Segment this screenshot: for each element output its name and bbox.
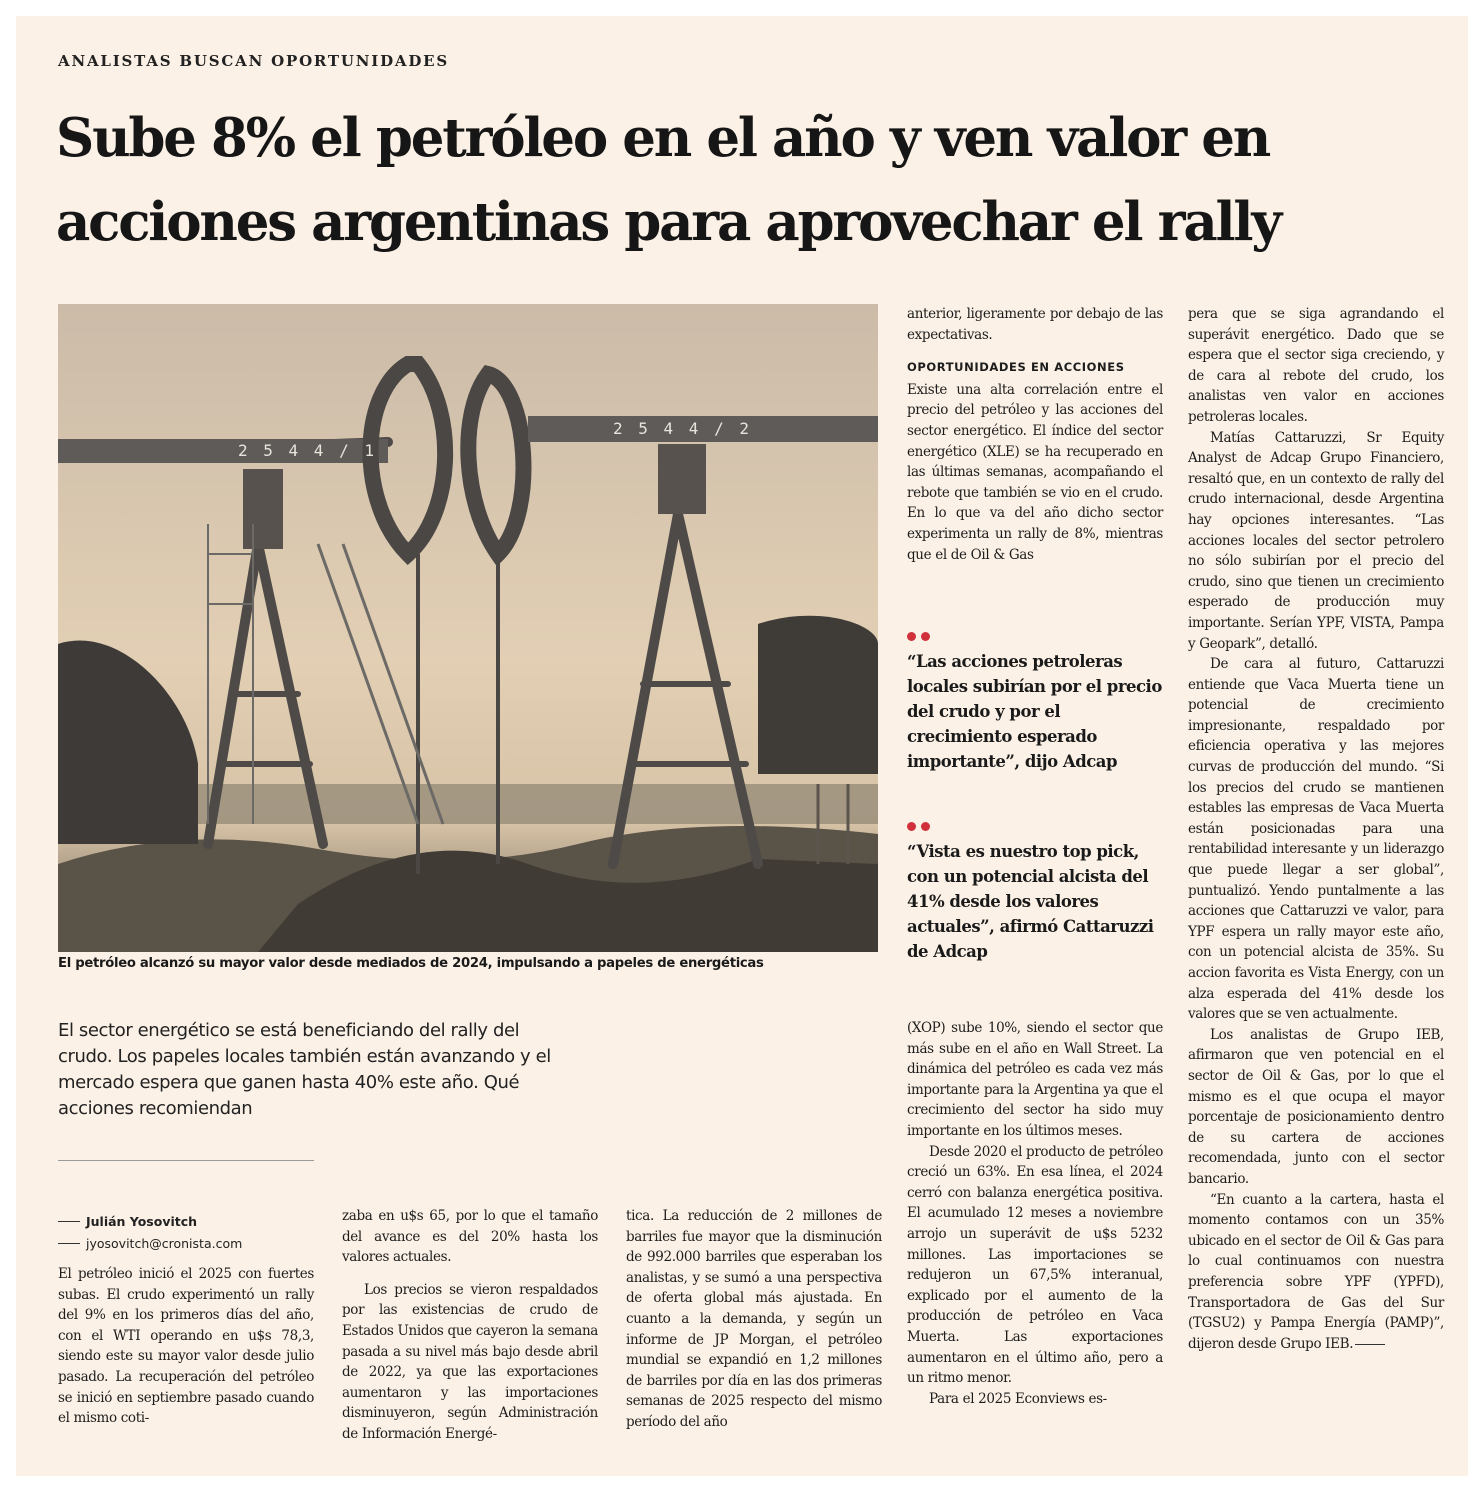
body-paragraph: De cara al futuro, Cattaruzzi entiende que Vaca Muerta tiene un potencial de crecimiento impresionante, respaldado por eficiencia operativa y las mejores curvas de producción del mundo. “Si los precios del crudo se mantienen estables las empresas de Vaca Muerta están posicionadas para una rentabilidad interesante y un liderazgo que puede llegar a ser global”, puntualizó. Yendo puntalmente a las acciones que Cattaruzzi ve valor, para YPF espera un rally mayor este año, con un potencial alcista de 35%. Su accion favorita es Vista Energy, con un alza esperada del 41% desde los valores que se ven actualmente.: [1188, 656, 1444, 1023]
body-paragraph: Los precios se vieron respaldados por las existencias de crudo de Estados Unidos que cayeron la semana pasada a su nivel más bajo desde abril de 2022, ya que las exportaciones aumentaron y las importaciones disminuyeron, según Administración de Información Energé-: [342, 1281, 598, 1442]
pumpjack-number-left: 2 5 4 4 / 1: [238, 441, 377, 460]
body-paragraph: Desde 2020 el producto de petróleo creció un 63%. En esa línea, el 2024 cerró con balanza energética positiva. El acumulado 12 meses a noviembre arrojo un superávit de u$s 5232 millones. Las importaciones se redujeron un 67,5% interanual, explicado por el aumento de la producción de petróleo en Vaca Muerta. Las exportaciones aumentaron en el último año, pero a un ritmo menor.: [907, 1143, 1163, 1387]
body-paragraph: Para el 2025 Econviews es-: [929, 1390, 1107, 1407]
section-subhead: OPORTUNIDADES EN ACCIONES: [907, 360, 1125, 375]
body-paragraph: anterior, ligeramente por debajo de las expectativas.: [907, 306, 1163, 343]
body-paragraph: Existe una alta correlación entre el precio del petróleo y las acciones del sector energético. El índice del sector energético (XLE) se ha recuperado en las últimas semanas, acompañando el rebote que también se vio en el crudo. En lo que va del año dicho sector experimenta un rally de 8%, mientras que el de Oil & Gas: [907, 381, 1163, 563]
oil-pumpjack-photo: [58, 304, 878, 952]
newspaper-page: [16, 16, 1468, 1476]
column-4-top: [907, 304, 1163, 565]
pull-quote-text: “Vista es nuestro top pick, con un potencial alcista del 41% desde los valores actuales”, afirmó Cattaruzzi de Adcap: [907, 842, 1154, 961]
end-mark: [1355, 1344, 1385, 1345]
kicker: ANALISTAS BUSCAN OPORTUNIDADES: [58, 52, 450, 70]
body-paragraph: Los analistas de Grupo IEB, afirmaron que ven potencial en el sector de Oil & Gas, por lo que el mismo es el que ocupa el mayor porcentaje de posicionamiento dentro de su cartera de acciones recomendada, junto con el sector bancario.: [1188, 1026, 1444, 1187]
body-paragraph: Matías Cattaruzzi, Sr Equity Analyst de Adcap Grupo Financiero, resaltó que, en un contexto de rally del crudo internacional, desde Argentina hay opciones interesantes. “Las acciones locales del sector petrolero no sólo subirían por el precio del crudo, sino que tienen un crecimiento esperado de producción muy importante. Serían YPF, VISTA, Pampa y Geopark”, detalló.: [1188, 429, 1444, 652]
column-4-bottom: [907, 1018, 1163, 1409]
column-3: [626, 1206, 882, 1433]
byline: [58, 1210, 318, 1254]
column-2: [342, 1206, 598, 1445]
body-paragraph: pera que se siga agrandando el superávit energético. Dado que se espera que el sector siga creciendo, y de cara al rebote del crudo, los analistas ven valor en acciones petroleras locales.: [1188, 306, 1444, 425]
lead-paragraph: El sector energético se está beneficiando del rally del crudo. Los papeles locales también están avanzando y el mercado espera que ganen hasta 40% este año. Qué acciones recomiendan: [58, 1020, 551, 1119]
author-name: Julián Yosovitch: [86, 1213, 198, 1229]
body-paragraph: [1188, 1190, 1444, 1355]
quote-dots-icon: [907, 822, 1169, 831]
author-email[interactable]: jyosovitch@cronista.com: [86, 1235, 243, 1251]
quote-dots-icon: [907, 632, 1169, 641]
pull-quote-text: “Las acciones petroleras locales subirían por el precio del crudo y por el crecimiento esperado importante”, dijo Adcap: [907, 652, 1162, 771]
body-paragraph: tica. La reducción de 2 millones de barriles fue mayor que la disminución de 992.000 barriles que esperaban los analistas, y se sumó a una perspectiva de oferta global más ajustada. En cuanto a la demanda, y según un informe de JP Morgan, el petróleo mundial se expandió en 1,2 millones de barriles por día en las dos primeras semanas de 2025 respecto del mismo período del año: [626, 1208, 882, 1430]
pull-quote-2: [907, 822, 1169, 964]
photo-caption: El petróleo alcanzó su mayor valor desde mediados de 2024, impulsando a papeles de energéticas: [58, 956, 764, 971]
lead-divider: [58, 1160, 314, 1161]
pull-quote-1: [907, 632, 1169, 774]
column-5: [1188, 304, 1444, 1354]
column-1: [58, 1264, 314, 1429]
body-paragraph: (XOP) sube 10%, siendo el sector que más sube en el año en Wall Street. La dinámica del petróleo es cada vez más importante para la Argentina ya que el crecimiento del sector ha sido muy importante en los últimos meses.: [907, 1020, 1163, 1139]
body-paragraph: zaba en u$s 65, por lo que el tamaño del avance es del 20% hasta los valores actuales.: [342, 1208, 598, 1266]
headline: Sube 8% el petróleo en el año y ven valor en acciones argentinas para aprovechar el rally: [56, 107, 1280, 253]
closing-quote-text: “En cuanto a la cartera, hasta el momento contamos con un 35% ubicado en el sector de Oil & Gas para lo cual continuamos con nuestra preferencia sobre YPF (YPFD), Transportadora de Gas del Sur (TGSU2) y Pampa Energía (PAMP)”, dijeron desde Grupo IEB.: [1188, 1191, 1444, 1352]
body-paragraph: El petróleo inició el 2025 con fuertes subas. El crudo experimentó un rally del 9% en los primeros días del año, con el WTI operando en u$s 78,3, siendo este su mayor valor desde julio pasado. La recuperación del petróleo se inició en septiembre pasado cuando el mismo coti-: [58, 1266, 314, 1427]
pumpjack-number-right: 2 5 4 4 / 2: [613, 419, 752, 438]
